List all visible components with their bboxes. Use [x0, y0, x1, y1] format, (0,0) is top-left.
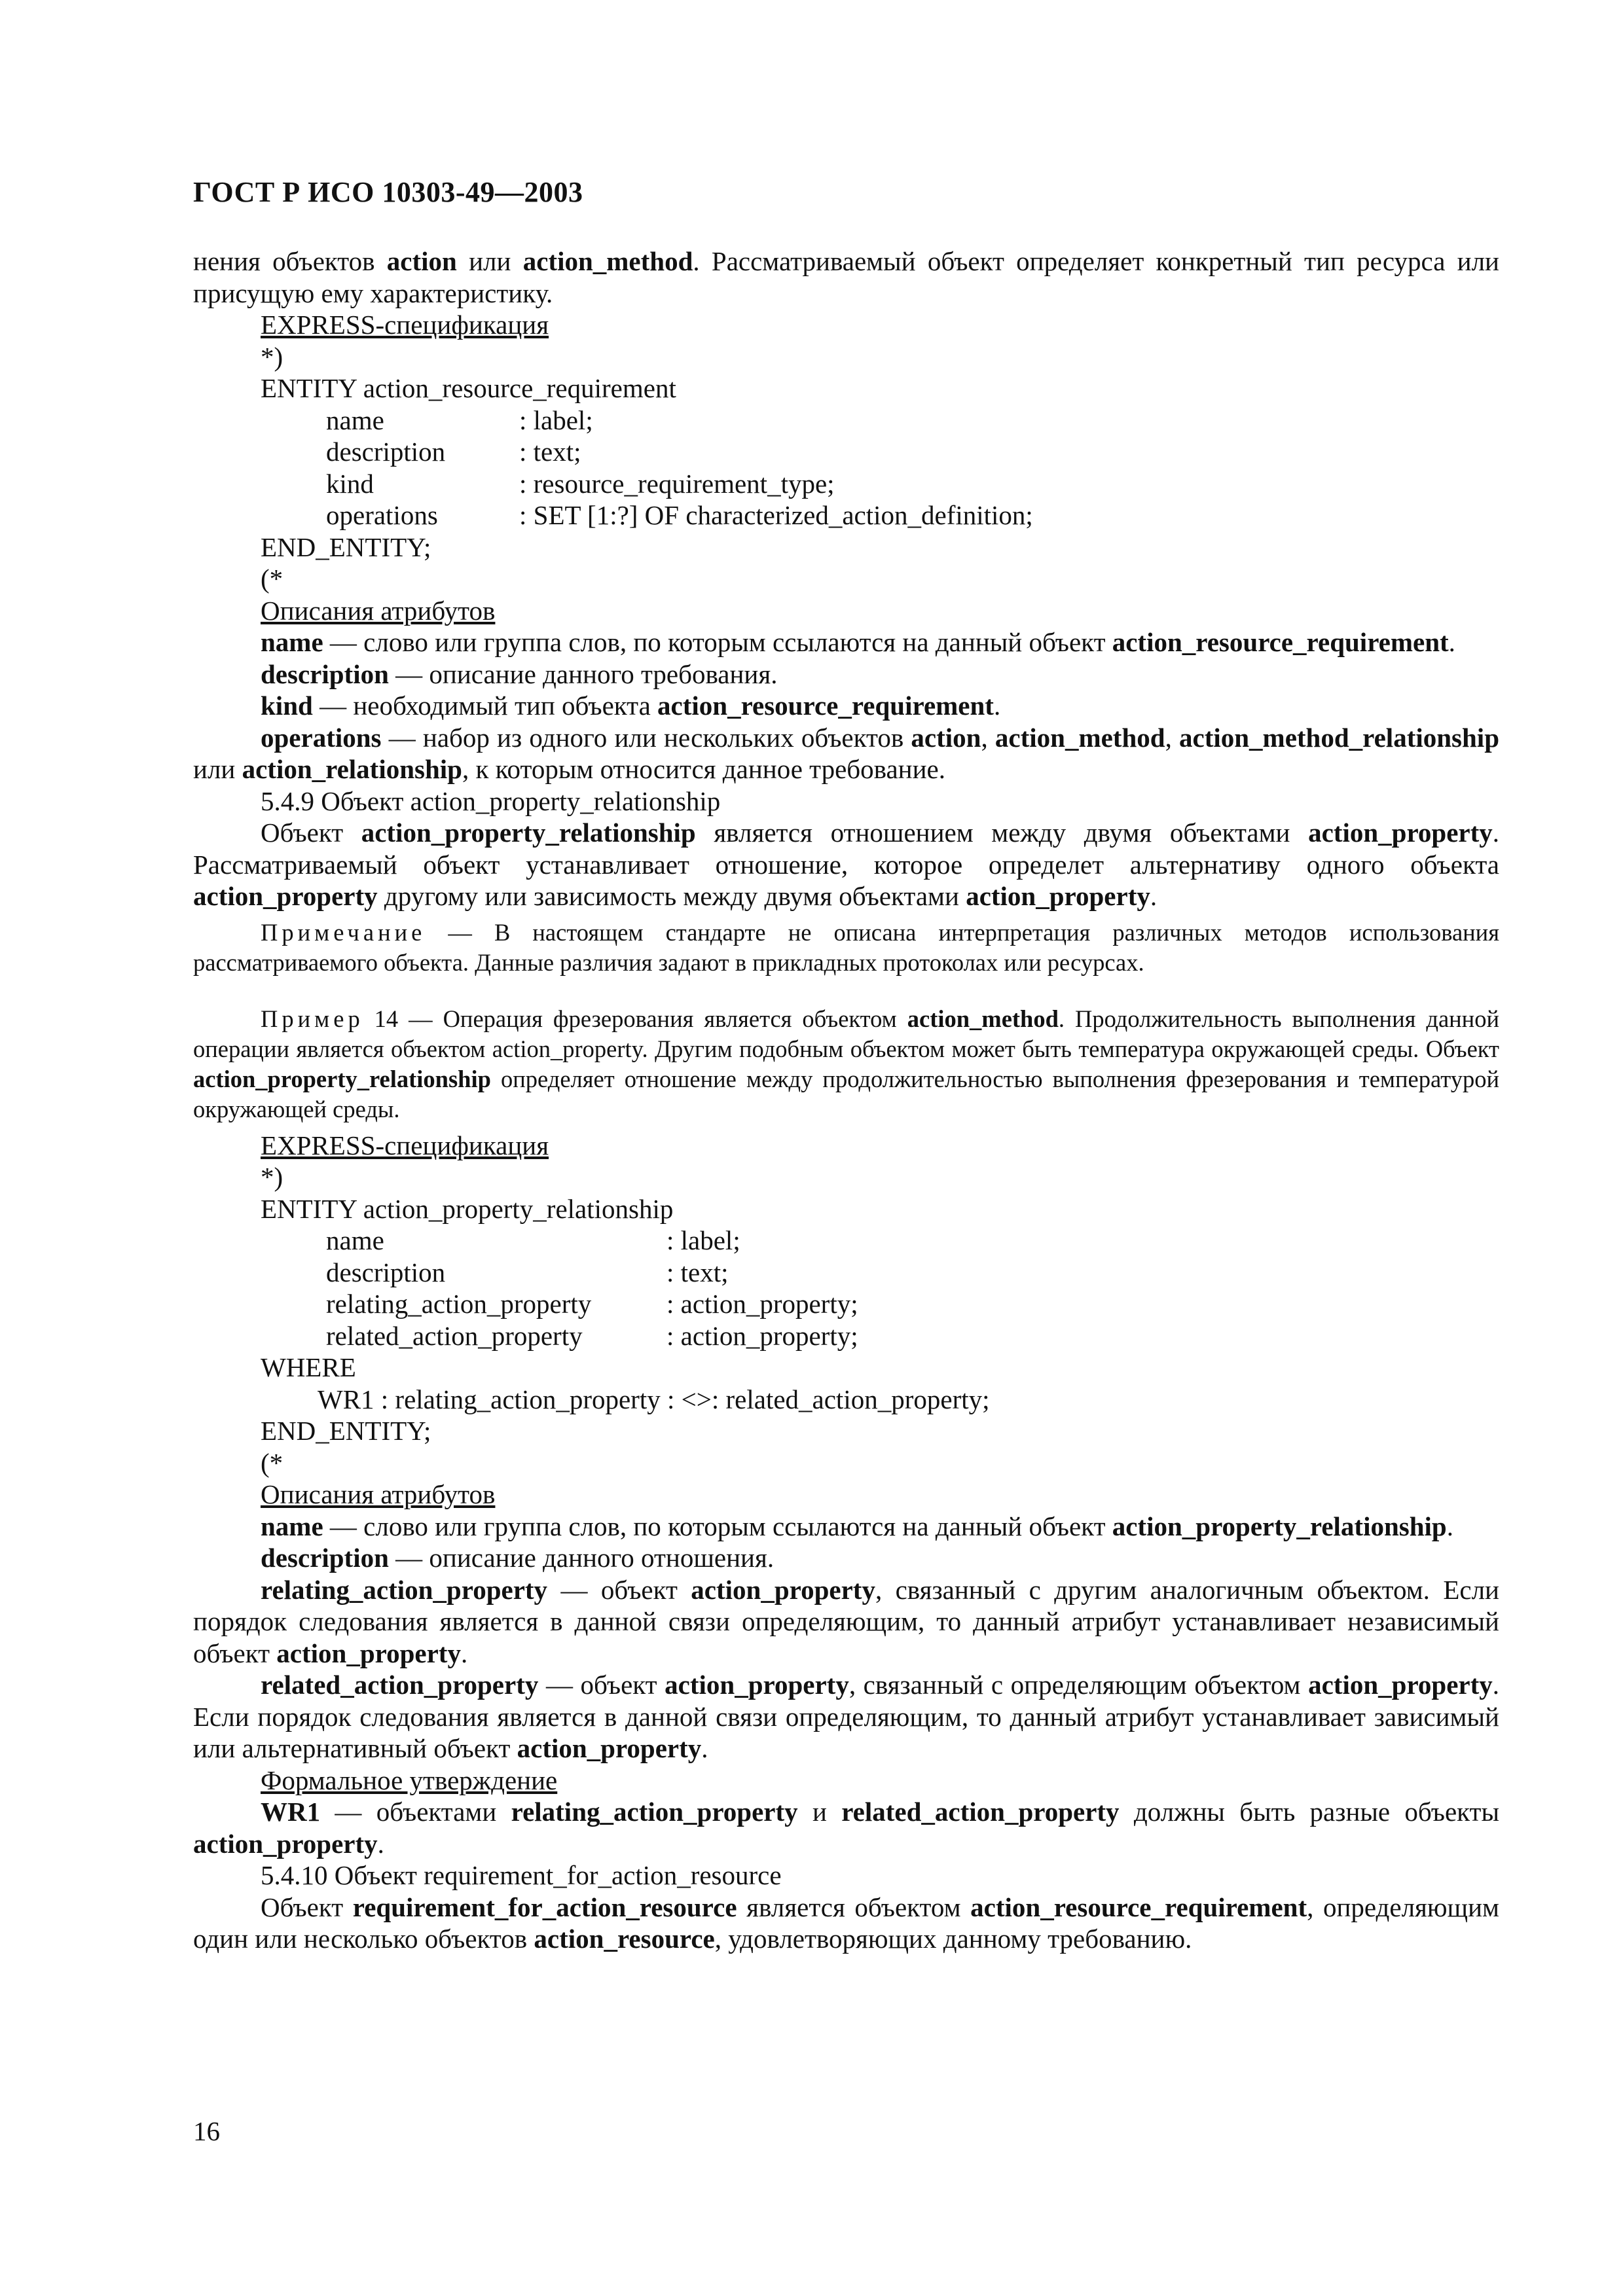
entity-ref: action_property — [966, 881, 1150, 911]
express-spec-heading: EXPRESS-спецификация — [261, 310, 549, 340]
text-run: , связанный с определяющим объектом — [848, 1670, 1309, 1700]
entity-ref: action_property_relationship — [1112, 1511, 1447, 1541]
attribute-row — [193, 404, 1499, 437]
where-clause: WHERE — [261, 1352, 356, 1382]
term: operations — [261, 722, 382, 753]
text-run: , определяющим один или несколько объектов — [193, 1892, 1500, 1954]
term: name — [261, 1511, 323, 1541]
text-run: . — [460, 1638, 468, 1668]
attribute-descriptions-heading: Описания атрибутов — [261, 1479, 496, 1509]
term: description — [261, 658, 389, 689]
entity-ref: action_property — [1308, 1670, 1493, 1700]
text-run: является отношением между двумя объектами — [695, 817, 1309, 848]
attribute-row — [193, 1225, 1499, 1257]
text-run: — объект — [538, 1670, 665, 1700]
text-run: — объектами — [320, 1797, 511, 1827]
attribute-type: : text; — [519, 437, 581, 467]
entity-ref: action_property_relationship — [361, 817, 696, 848]
attribute-row — [193, 499, 1499, 531]
text-run: — набор из одного или нескольких объектов — [381, 722, 911, 753]
section-title: 5.4.10 Объект requirement_for_action_resource — [261, 1860, 782, 1890]
term: relating_action_property — [261, 1574, 548, 1605]
attribute-row — [193, 436, 1499, 468]
attr-desc-name — [193, 626, 1499, 658]
attribute-row — [193, 468, 1499, 500]
comment-open: *) — [261, 1162, 283, 1192]
attribute-name: name — [326, 404, 384, 435]
text-run: . — [1150, 881, 1158, 911]
example-label: Пример — [261, 1005, 364, 1032]
attribute-type: : resource_requirement_type; — [519, 468, 835, 499]
entity-ref: relating_action_property — [511, 1797, 798, 1827]
attr-desc-relating — [193, 1574, 1499, 1670]
text-run: , — [1165, 722, 1179, 753]
attribute-row — [193, 1257, 1499, 1289]
entity-declaration: ENTITY action_property_relationship — [261, 1193, 674, 1224]
entity-ref: action_method — [994, 722, 1165, 753]
text-run: должны быть разные объекты — [1119, 1797, 1500, 1827]
note-paragraph — [193, 918, 1499, 978]
term: WR1 — [261, 1797, 321, 1827]
text-run: — объект — [547, 1574, 691, 1605]
attribute-name: related_action_property — [326, 1320, 583, 1351]
text-run: или — [456, 246, 523, 276]
text-run: . — [1448, 627, 1455, 657]
attr-desc-related — [193, 1669, 1499, 1765]
page-header: ГОСТ Р ИСО 10303-49—2003 — [193, 176, 583, 208]
entity-ref: requirement_for_action_resource — [352, 1892, 737, 1922]
text-run: . Если порядок следования является в данной связи определяющим, то данный атрибут устанавливает зависимый или альтернативный объект — [193, 1670, 1499, 1763]
example-paragraph — [193, 1004, 1499, 1124]
text-run: . — [377, 1828, 384, 1859]
text-run: — Операция фрезерования является объектом — [398, 1005, 907, 1032]
term: kind — [261, 691, 313, 721]
comment-open: *) — [261, 341, 283, 372]
text-run: . Рассматриваемый объект определяет конкретный тип ресурса или присущую ему характеристику. — [193, 246, 1500, 308]
text-run: — слово или группа слов, по которым ссылаются на данный объект — [323, 627, 1112, 657]
entity-ref: action_property — [276, 1638, 461, 1668]
attribute-row — [193, 1320, 1499, 1352]
formal-rule — [193, 1796, 1499, 1859]
attribute-name: kind — [326, 468, 374, 499]
text-run: , — [981, 722, 995, 753]
text-run: является объектом — [737, 1892, 971, 1922]
attr-desc-name — [193, 1511, 1499, 1543]
entity-ref: action_method — [907, 1005, 1059, 1032]
entity-ref: related_action_property — [841, 1797, 1120, 1827]
attribute-name: name — [326, 1225, 384, 1255]
text-run: , к которым относится данное требование. — [462, 754, 945, 784]
text-run: — В настоящем стандарте не описана интерпретация различных методов использования рассматриваемого объекта. Данные различия задают в прикладных протоколах или ресурсах. — [193, 918, 1499, 976]
attribute-type: : text; — [666, 1257, 729, 1287]
text-run: нения объектов — [193, 246, 387, 276]
attribute-type: : action_property; — [666, 1289, 858, 1319]
attr-desc-description — [193, 658, 1499, 691]
text-run: другому или зависимость между двумя объектами — [377, 881, 966, 911]
entity-ref: action_property_relationship — [193, 1065, 491, 1092]
entity-ref: action — [911, 722, 981, 753]
attr-desc-description — [193, 1542, 1499, 1574]
note-label: Примечание — [261, 918, 426, 946]
entity-ref: action_resource_requirement — [1112, 627, 1449, 657]
text-run: Объект — [261, 817, 361, 848]
entity-ref: action_resource_requirement — [970, 1892, 1307, 1922]
attr-desc-operations — [193, 722, 1499, 785]
attribute-name: description — [326, 1257, 446, 1287]
term: description — [261, 1543, 389, 1573]
entity-ref: action — [386, 246, 457, 276]
text-run: . — [701, 1733, 708, 1763]
entity-ref: action_property — [1308, 817, 1493, 848]
text-run: . Рассматриваемый объект устанавливает отношение, которое определет альтернативу одного объекта — [193, 817, 1499, 880]
text-run: — описание данного требования. — [388, 658, 778, 689]
attribute-name: operations — [326, 500, 438, 530]
text-run: и — [797, 1797, 842, 1827]
text-run: , удовлетворяющих данному требованию. — [714, 1924, 1192, 1954]
document-body — [193, 245, 1499, 1955]
attribute-type: : label; — [519, 404, 593, 435]
entity-ref: action_resource_requirement — [657, 691, 994, 721]
term: related_action_property — [261, 1670, 539, 1700]
attribute-type: : action_property; — [666, 1320, 858, 1351]
attribute-descriptions-heading: Описания атрибутов — [261, 595, 496, 626]
attribute-name: relating_action_property — [326, 1289, 592, 1319]
text-run: или — [193, 754, 242, 784]
entity-end: END_ENTITY; — [261, 531, 431, 562]
formal-proposition-heading: Формальное утверждение — [261, 1765, 558, 1795]
entity-ref: action_relationship — [242, 754, 462, 784]
where-rule: WR1 : relating_action_property : <>: related_action_property; — [318, 1384, 990, 1414]
section-paragraph — [193, 817, 1499, 912]
attribute-name: description — [326, 437, 446, 467]
text-run: Объект — [261, 1892, 353, 1922]
entity-ref: action_method — [522, 246, 693, 276]
term: name — [261, 627, 323, 657]
express-spec-heading: EXPRESS-спецификация — [261, 1130, 549, 1160]
text-run: . Продолжительность выполнения данной операции является объектом action_property. Другим подобным объектом может быть температура окружающей среды. Объект — [193, 1005, 1499, 1062]
text-run: — слово или группа слов, по которым ссылаются на данный объект — [323, 1511, 1112, 1541]
attribute-type: : label; — [666, 1225, 740, 1255]
text-run: . — [1446, 1511, 1453, 1541]
entity-ref: action_property — [193, 1828, 378, 1859]
page-number: 16 — [193, 2116, 220, 2146]
attribute-row — [193, 1288, 1499, 1320]
section-title: 5.4.9 Объект action_property_relationship — [261, 785, 721, 816]
section-paragraph — [193, 1892, 1499, 1955]
entity-ref: action_resource — [534, 1924, 715, 1954]
text-run: , связанный с другим аналогичным объектом. Если порядок следования является в данной связи определяющим, то данный атрибут устанавливает независимый объект — [193, 1574, 1499, 1668]
entity-end: END_ENTITY; — [261, 1416, 431, 1446]
text-run: определяет отношение между продолжительностью выполнения фрезерования и температурой окружающей среды. — [193, 1065, 1499, 1122]
attr-desc-kind — [193, 690, 1499, 722]
entity-ref: action_property — [665, 1670, 849, 1700]
comment-close: (* — [261, 564, 283, 594]
comment-close: (* — [261, 1447, 283, 1478]
entity-ref: action_property — [691, 1574, 875, 1605]
text-run: — описание данного отношения. — [388, 1543, 775, 1573]
intro-paragraph — [193, 245, 1499, 309]
attribute-type: : SET [1:?] OF characterized_action_definition; — [519, 500, 1033, 530]
entity-declaration: ENTITY action_resource_requirement — [261, 373, 676, 403]
entity-ref: action_property — [517, 1733, 702, 1763]
text-run: — необходимый тип объекта — [312, 691, 658, 721]
entity-ref: action_method_relationship — [1179, 722, 1499, 753]
entity-ref: action_property — [193, 881, 378, 911]
example-number: 14 — [363, 1005, 399, 1032]
text-run: . — [993, 691, 1001, 721]
